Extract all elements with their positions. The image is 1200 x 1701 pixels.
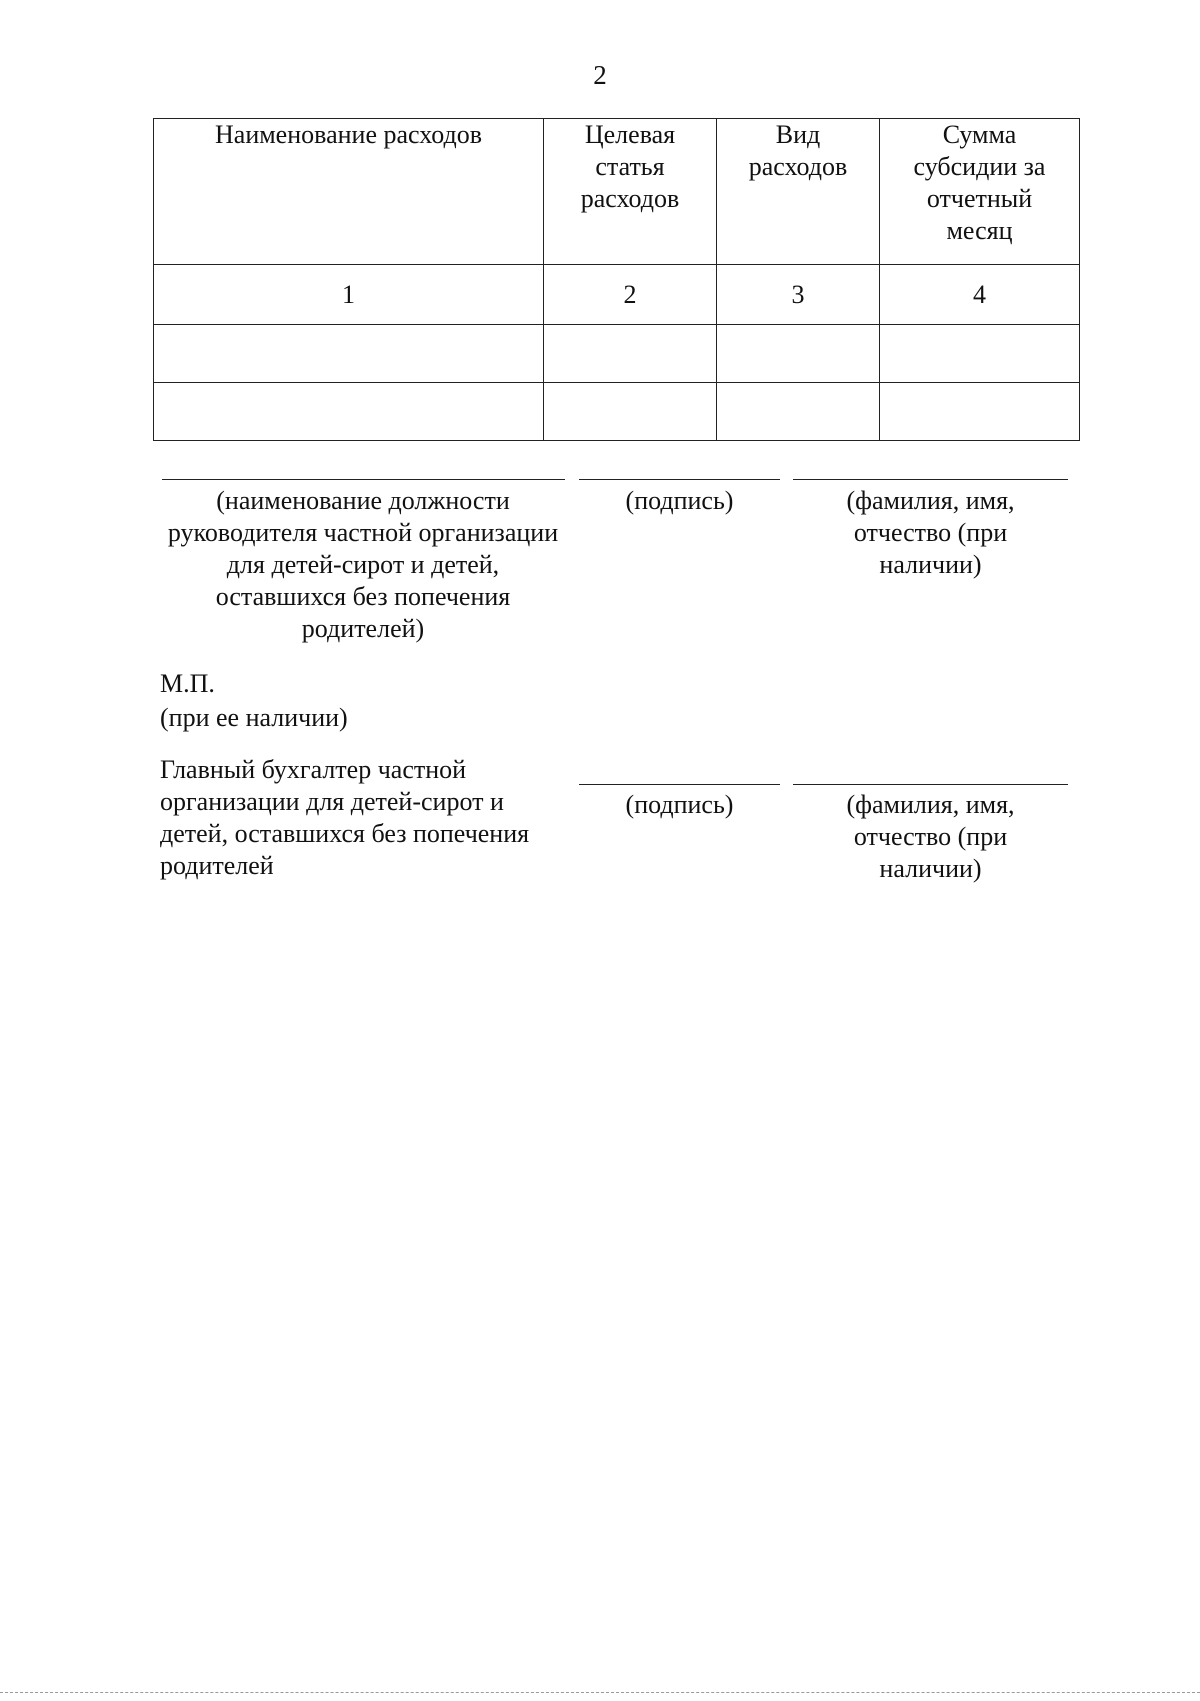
expenses-table (153, 118, 1080, 441)
accountant-title: Главный бухгалтер частной организации для детей-сирот и детей, оставшихся без попечения родителей (160, 755, 530, 880)
table-row (154, 325, 1080, 383)
stamp-label: М.П. (160, 669, 215, 698)
accountant-name-caption: (фамилия, имя, отчество (при наличии) (846, 790, 1015, 883)
page-number: 2 (593, 60, 607, 90)
position-signature-line (162, 479, 565, 480)
table-header-row (154, 119, 1080, 265)
table-cell (880, 383, 1080, 441)
column-number: 2 (544, 265, 717, 325)
table-column-numbers-row (154, 265, 1080, 325)
table-cell (154, 325, 544, 383)
position-caption: (наименование должности руководителя частной организации для детей-сирот и детей, оставшихся без попечения родителей) (167, 486, 559, 643)
table-cell (717, 325, 880, 383)
accountant-name-line (793, 784, 1068, 785)
signature-line (579, 479, 780, 480)
scan-edge-line (0, 1692, 1200, 1693)
accountant-signature-line (579, 784, 780, 785)
column-number: 3 (717, 265, 880, 325)
table-row (154, 383, 1080, 441)
header-expense-type: Вид расходов (717, 119, 880, 265)
header-target-item: Целевая статья расходов (544, 119, 717, 265)
table-cell (544, 383, 717, 441)
signature-caption: (подпись) (625, 486, 734, 515)
accountant-signature-caption: (подпись) (625, 790, 734, 819)
stamp-note: (при ее наличии) (160, 703, 348, 732)
table-cell (880, 325, 1080, 383)
name-caption: (фамилия, имя, отчество (при наличии) (846, 486, 1015, 579)
table-cell (544, 325, 717, 383)
name-signature-line (793, 479, 1068, 480)
column-number: 1 (154, 265, 544, 325)
table-cell (717, 383, 880, 441)
header-subsidy-sum: Сумма субсидии за отчетный месяц (880, 119, 1080, 265)
column-number: 4 (880, 265, 1080, 325)
header-expense-name: Наименование расходов (154, 119, 544, 265)
table-cell (154, 383, 544, 441)
